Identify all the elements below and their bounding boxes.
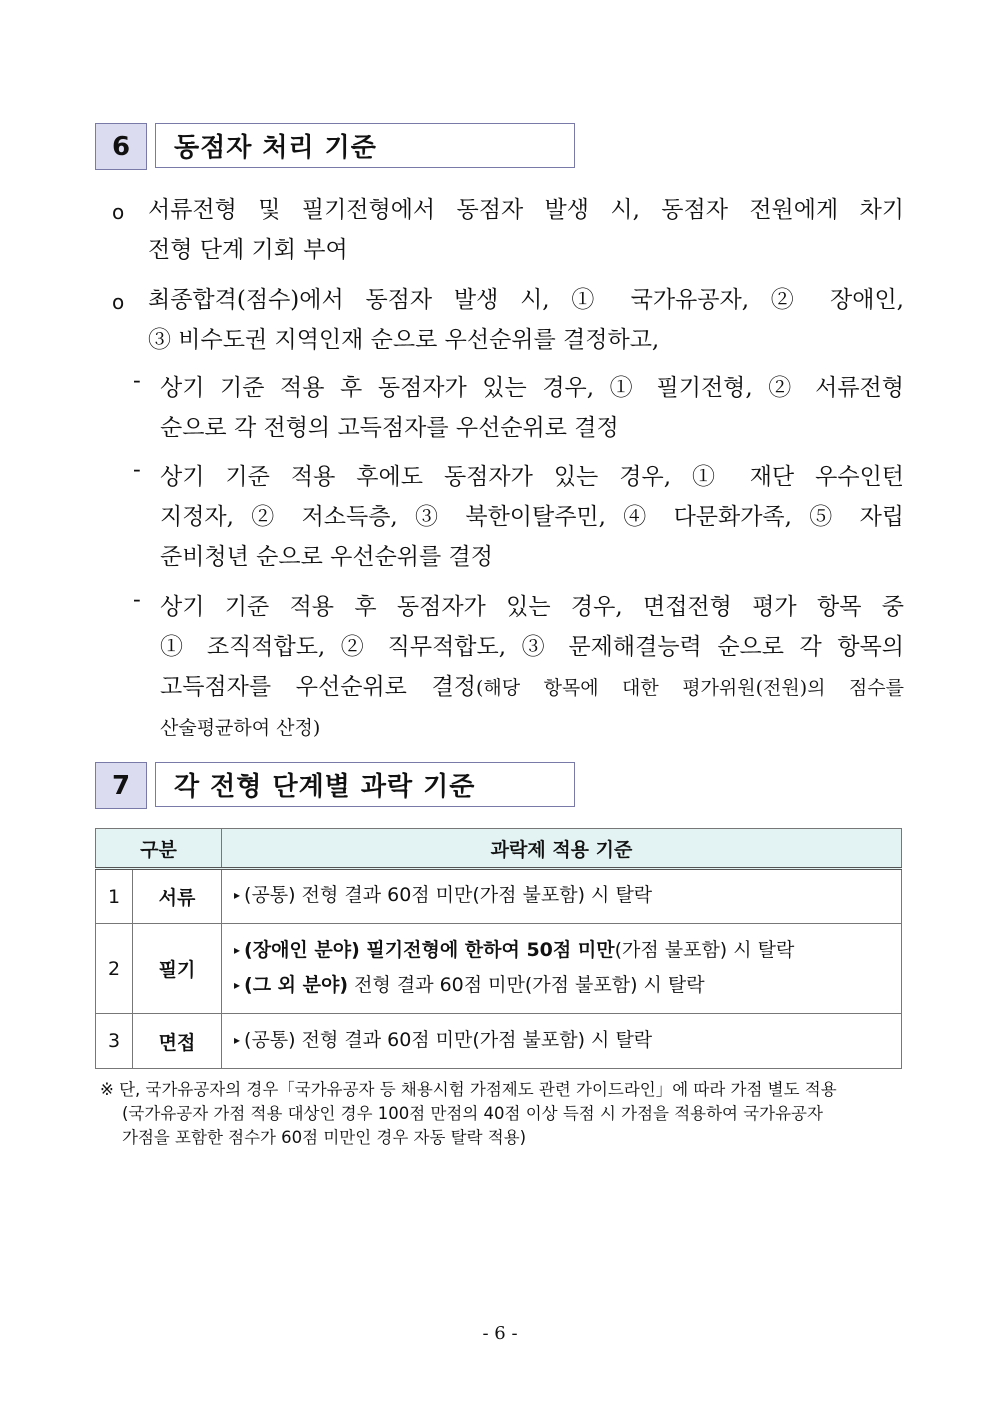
section-number: 7 [95,762,147,809]
row-criteria [222,869,902,924]
dash-marker: - [133,457,141,483]
dash-marker: - [133,368,141,394]
triangle-marker-icon: ▸ [234,942,241,957]
section-6-header [95,123,575,170]
criteria-line [234,969,900,1004]
row-criteria [222,924,902,1014]
criteria-text: (가점 불포함) 시 탈락 [614,938,795,961]
row-category: 면접 [133,1014,222,1069]
header-criteria: 과락제 적용 기준 [222,829,902,869]
triangle-marker-icon: ▸ [234,888,241,902]
sub-1-text [160,368,904,448]
text-line: 상기 기준 적용 후에도 동점자가 있는 경우, ① 재단 우수인턴 [160,464,904,490]
row-number: 2 [96,924,133,1014]
section-title: 동점자 처리 기준 [155,123,575,168]
sub-2-text [160,457,904,577]
note-line: ※ 단, 국가유공자의 경우「국가유공자 등 채용시험 가점제도 관련 가이드라인」에 따라 가점 별도 적용 [100,1080,837,1099]
row-category: 필기 [133,924,222,1014]
text-line: 상기 기준 적용 후 동점자가 있는 경우, ① 필기전형, ② 서류전형 [160,375,904,401]
row-criteria [222,1014,902,1069]
text-line: 산술평균하여 산정) [160,717,321,739]
triangle-marker-icon: ▸ [234,977,241,992]
footnote [100,1078,900,1150]
text-main: 고득점자를 우선순위로 결정 [160,674,477,700]
text-line: ③ 비수도권 지역인재 순으로 우선순위를 결정하고, [148,327,660,353]
item-1-text [148,190,904,270]
table-row [96,924,902,1014]
row-number: 3 [96,1014,133,1069]
elimination-criteria-table [95,828,902,1069]
text-line: 최종합격(점수)에서 동점자 발생 시, ① 국가유공자, ② 장애인, [148,287,904,313]
section-number: 6 [95,123,147,170]
criteria-text: 전형 결과 60점 미만(가점 불포함) 시 탈락 [348,973,705,996]
text-line: 서류전형 및 필기전형에서 동점자 발생 시, 동점자 전원에게 차기 [148,197,904,223]
header-category: 구분 [96,829,222,869]
row-category: 서류 [133,869,222,924]
criteria-line [234,934,900,969]
text-line: 전형 단계 기회 부여 [148,237,348,263]
bullet-circle: o [112,290,125,314]
table-row [96,869,902,924]
criteria-text: (공통) 전형 결과 60점 미만(가점 불포함) 시 탈락 [244,884,653,906]
section-title: 각 전형 단계별 과락 기준 [155,762,575,807]
text-line: ① 조직적합도, ② 직무적합도, ③ 문제해결능력 순으로 각 항목의 [160,634,904,660]
criteria-bold: (그 외 분야) [244,973,349,996]
item-2-text [148,280,904,360]
note-line: (국가유공자 가점 적용 대상인 경우 100점 만점의 40점 이상 득점 시 가점을 적용하여 국가유공자 [122,1104,823,1123]
triangle-marker-icon: ▸ [234,1032,241,1047]
text-line: 순으로 각 전형의 고득점자를 우선순위로 결정 [160,415,619,441]
criteria-bold: (장애인 분야) 필기전형에 한하여 50점 미만 [244,938,615,961]
text-line: 상기 기준 적용 후 동점자가 있는 경우, 면접전형 평가 항목 중 [160,594,904,620]
sub-3-text [160,587,904,748]
table-header-row [96,829,902,869]
row-number: 1 [96,869,133,924]
note-line: 가점을 포함한 점수가 60점 미만인 경우 자동 탈락 적용) [122,1128,527,1147]
table-row [96,1014,902,1069]
text-line [160,667,904,708]
section-7-header [95,762,575,809]
dash-marker: - [133,587,141,613]
text-line: 지정자, ② 저소득층, ③ 북한이탈주민, ④ 다문화가족, ⑤ 자립 [160,504,904,530]
text-line: 준비청년 순으로 우선순위를 결정 [160,544,493,570]
criteria-text: (공통) 전형 결과 60점 미만(가점 불포함) 시 탈락 [244,1028,653,1051]
text-small: (해당 항목에 대한 평가위원(전원)의 점수를 [476,677,904,699]
bullet-circle: o [112,200,125,224]
page-number: - 6 - [482,1323,518,1344]
